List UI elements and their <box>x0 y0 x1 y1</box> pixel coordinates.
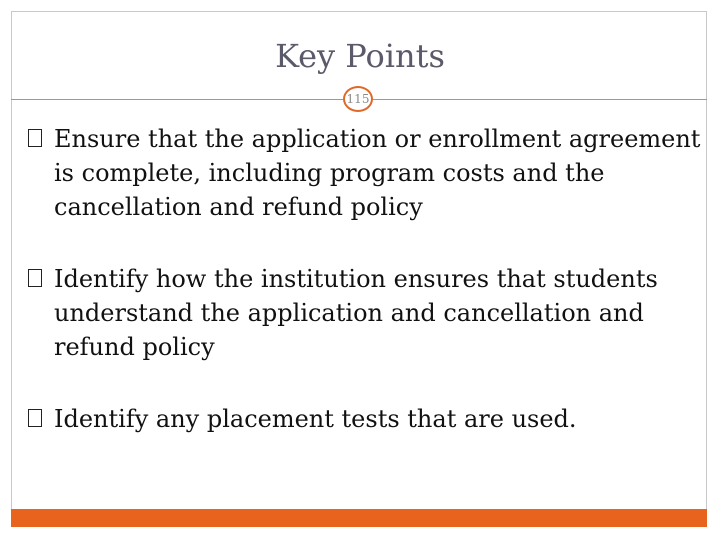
square-bullet-icon <box>28 269 42 287</box>
bullet-list <box>24 122 704 474</box>
square-bullet-icon <box>28 409 42 427</box>
bullet-text: Identify any placement tests that are used. <box>54 405 577 433</box>
bullet-text: Ensure that the application or enrollment agreement is complete, including program costs and the cancellation and refund policy <box>54 125 701 221</box>
square-bullet-icon <box>28 129 42 147</box>
bullet-text: Identify how the institution ensures that students understand the application and cancellation and refund policy <box>54 265 658 361</box>
bullet-item <box>24 122 704 224</box>
footer-accent-bar <box>11 509 707 527</box>
bullet-item <box>24 262 704 364</box>
page-number-badge: 115 <box>343 86 373 112</box>
bullet-item <box>24 402 704 436</box>
slide-title: Key Points <box>275 37 445 75</box>
